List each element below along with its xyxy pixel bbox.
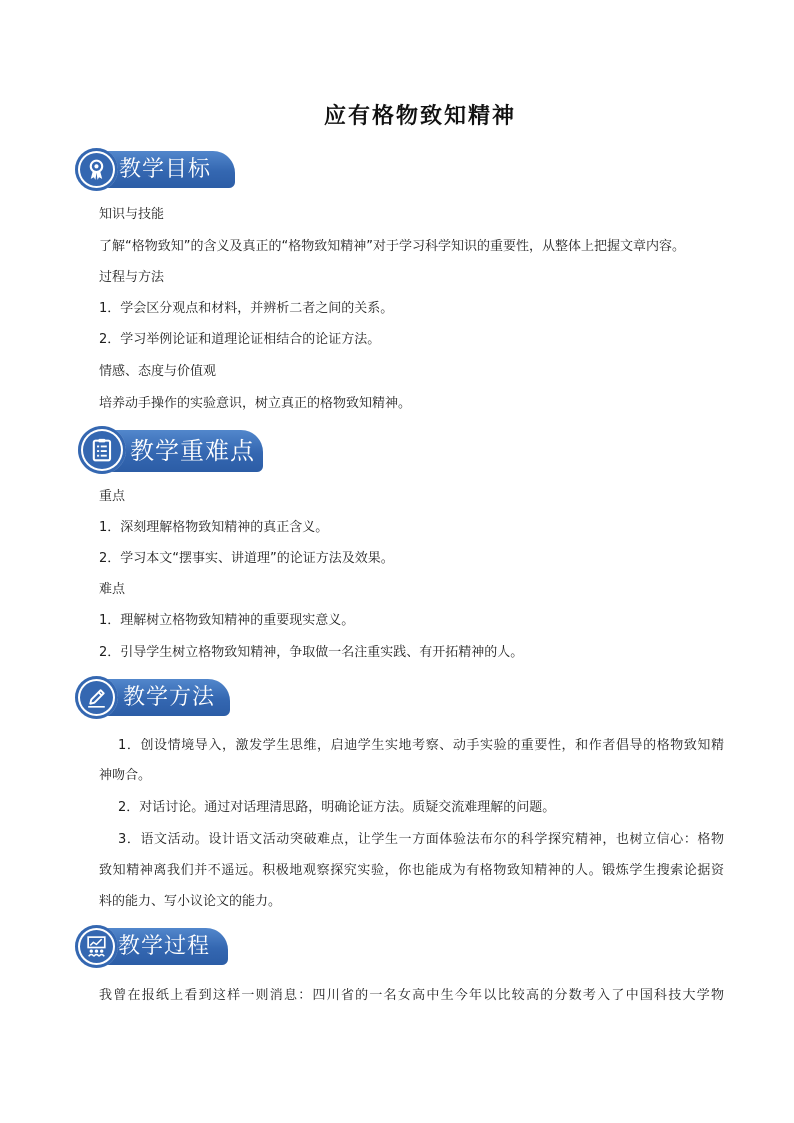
paragraph-line: 2．对话讨论。通过对话理清思路，明确论证方法。质疑交流难理解的问题。 (118, 800, 556, 815)
paragraph-line: 培养动手操作的实验意识，树立真正的格物致知精神。 (99, 396, 412, 411)
paragraph-line: 料的能力、写小议论文的能力。 (99, 894, 282, 909)
paragraph-line: 1．创设情境导入，激发学生思维，启迪学生实地考察、动手实验的重要性，和作者倡导的格物致知精 (118, 738, 724, 753)
subheading: 知识与技能 (99, 207, 165, 222)
document-title: 应有格物致知精神 (323, 104, 516, 129)
award-icon (75, 148, 118, 191)
subheading: 情感、态度与价值观 (99, 364, 217, 379)
subheading: 重点 (99, 489, 126, 504)
section-heading-teaching-methods: 教学方法 (123, 685, 216, 710)
paragraph-line: 3．语文活动。设计语文活动突破难点，让学生一方面体验法布尔的科学探究精神，也树立信心：格物 (118, 832, 724, 847)
paragraph-line: 了解“格物致知”的含义及真正的“格物致知精神”对于学习科学知识的重要性，从整体上把握文章内容。 (99, 239, 685, 254)
section-heading-teaching-goals: 教学目标 (119, 157, 212, 182)
list-item: 2．学习本文“摆事实、讲道理”的论证方法及效果。 (99, 551, 394, 566)
list-item: 1．理解树立格物致知精神的重要现实意义。 (99, 613, 355, 628)
paragraph-line: 致知精神离我们并不遥远。积极地观察探究实验，你也能成为有格物致知精神的人。锻炼学生搜索论据资 (99, 863, 724, 878)
list-item: 2．学习举例论证和道理论证相结合的论证方法。 (99, 332, 381, 347)
section-heading-key-points: 教学重难点 (130, 437, 255, 465)
paragraph-line: 我曾在报纸上看到这样一则消息：四川省的一名女高中生今年以比较高的分数考入了中国科技大学物 (99, 988, 724, 1003)
section-heading-teaching-process: 教学过程 (118, 934, 211, 959)
list-item: 2．引导学生树立格物致知精神，争取做一名注重实践、有开拓精神的人。 (99, 645, 524, 660)
paragraph-line: 神吻合。 (99, 768, 152, 783)
pencil-icon (75, 676, 118, 719)
subheading: 难点 (99, 582, 126, 597)
clipboard-icon (78, 426, 126, 474)
presentation-icon (75, 925, 118, 968)
list-item: 1．学会区分观点和材料，并辨析二者之间的关系。 (99, 301, 394, 316)
subheading: 过程与方法 (99, 270, 165, 285)
list-item: 1．深刻理解格物致知精神的真正含义。 (99, 520, 329, 535)
